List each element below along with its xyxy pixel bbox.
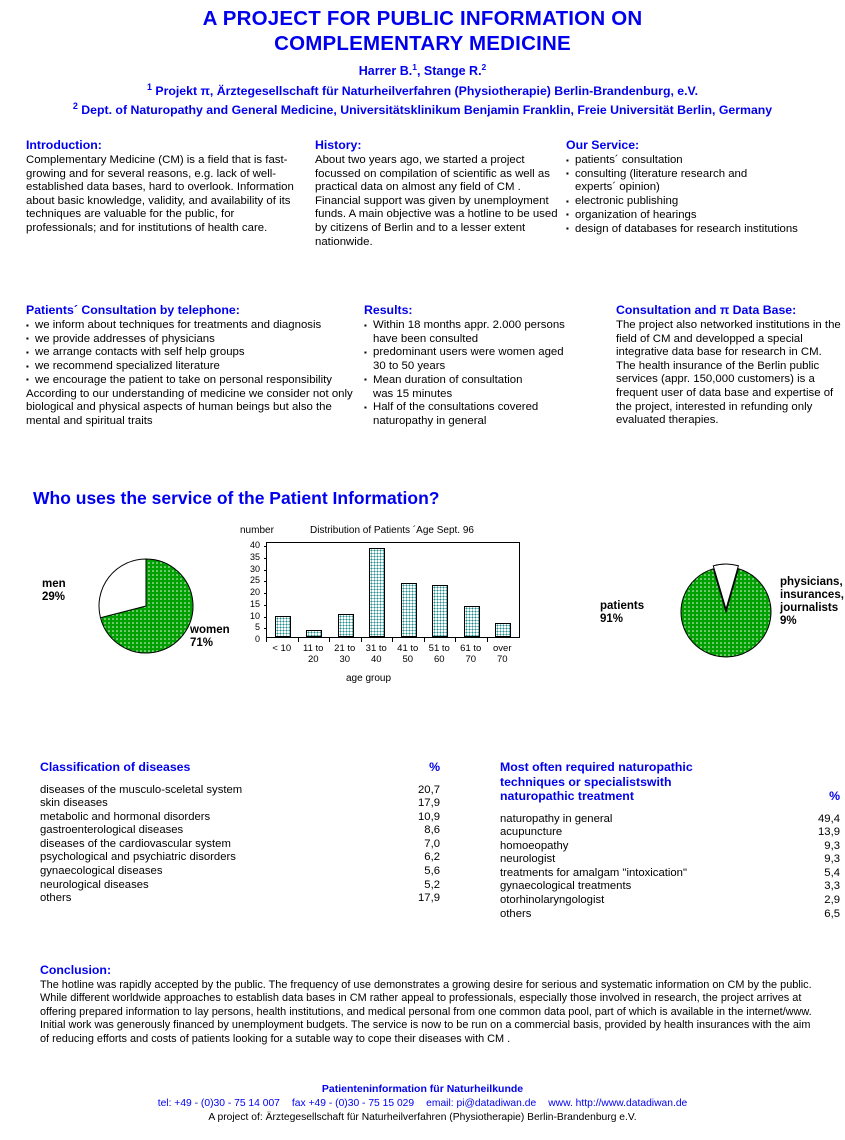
affiliation-2 bbox=[0, 101, 845, 117]
poster-header bbox=[0, 6, 845, 117]
footer-contact-line bbox=[0, 1098, 845, 1109]
results-list-item: have been consulted bbox=[373, 332, 479, 345]
table-row-value: 8,6 bbox=[424, 824, 440, 837]
techniques-table-header bbox=[500, 760, 840, 804]
charts-section-heading: Who uses the service of the Patient Information? bbox=[33, 488, 440, 508]
table-row-value: 20,7 bbox=[418, 783, 440, 796]
poster-footer bbox=[0, 1083, 845, 1123]
table-row-label: others bbox=[40, 892, 72, 905]
table-row bbox=[40, 838, 440, 852]
section-consultation-data-base bbox=[616, 303, 842, 428]
page-title bbox=[0, 6, 845, 56]
footer-fax: fax +49 - (0)30 - 75 15 029 bbox=[291, 1098, 415, 1109]
bar-chart-x-tick-label: 31 to 40 bbox=[365, 643, 387, 665]
table-row bbox=[40, 892, 440, 906]
table-row-label: psychological and psychiatric disorders bbox=[40, 851, 236, 864]
results-heading: Results: bbox=[364, 303, 413, 317]
bar-chart-x-tick-label: over 70 bbox=[493, 643, 512, 665]
history-heading: History: bbox=[315, 138, 362, 152]
section-results bbox=[364, 303, 604, 429]
pie-label-women-name: women bbox=[190, 624, 230, 636]
section-history bbox=[315, 138, 560, 249]
table-row-value: 5,2 bbox=[424, 878, 440, 891]
title-line-2: COMPLEMENTARY MEDICINE bbox=[274, 32, 571, 55]
diseases-table-header bbox=[40, 760, 440, 775]
table-row bbox=[500, 908, 840, 922]
service-list-item: ▪ consulting (literature research and bbox=[566, 168, 841, 182]
affiliation-1-text: Projekt π, Ärztegesellschaft für Naturheilverfahren (Physiotherapie) Berlin-Brandenburg, e.V. bbox=[151, 84, 699, 99]
bar-chart-x-tick-mark bbox=[455, 638, 456, 642]
table-row bbox=[500, 894, 840, 908]
techniques-heading-line-2: techniques or specialistswith bbox=[500, 774, 672, 789]
bar-chart-bar bbox=[495, 623, 511, 637]
conclusion-heading: Conclusion: bbox=[40, 963, 112, 977]
techniques-table-body bbox=[500, 813, 840, 922]
techniques-table-percent-header: % bbox=[829, 789, 840, 803]
results-list-item: naturopathy in general bbox=[373, 414, 487, 427]
table-row-value: 9,3 bbox=[824, 853, 840, 866]
table-row bbox=[40, 879, 440, 893]
consultation-list-item: ▪ we provide addresses of physicians bbox=[26, 333, 361, 347]
diseases-table-heading: Classification of diseases bbox=[40, 760, 191, 774]
table-row-label: acupuncture bbox=[500, 826, 563, 839]
table-row bbox=[500, 813, 840, 827]
bar-chart-x-tick-label: 21 to 30 bbox=[334, 643, 356, 665]
bar-chart-y-ticks bbox=[238, 537, 264, 643]
bar-chart-y-tick: 25 bbox=[249, 575, 260, 586]
table-row bbox=[500, 880, 840, 894]
author-2-superscript: 2 bbox=[481, 62, 487, 72]
table-row bbox=[40, 811, 440, 825]
table-row bbox=[40, 824, 440, 838]
bar-chart-bar bbox=[369, 548, 385, 637]
patients-consultation-footer-text: According to our understanding of medicine we consider not only biological and physical aspects of human beings but also the mental and spiritual traits bbox=[26, 387, 353, 427]
bar-chart-y-tick: 0 bbox=[254, 634, 260, 644]
footer-tel: tel: +49 - (0)30 - 75 14 007 bbox=[157, 1098, 280, 1109]
bar-chart-plot-area bbox=[266, 542, 520, 638]
gender-pie-chart bbox=[40, 558, 240, 668]
bar-chart-bar bbox=[401, 583, 417, 637]
affiliation-2-text: Dept. of Naturopathy and General Medicine, Universitätsklinikum Benjamin Franklin, Freie Universität Berlin, Germany bbox=[77, 103, 773, 118]
bar-chart-x-tick-mark bbox=[329, 638, 330, 642]
bar-chart-x-tick-mark bbox=[361, 638, 362, 642]
author-1-superscript: 1 bbox=[412, 62, 417, 72]
data-base-heading: Consultation and π Data Base: bbox=[616, 303, 797, 317]
bar-chart-x-tick-label: 51 to 60 bbox=[428, 643, 450, 665]
section-patients-consultation bbox=[26, 303, 361, 428]
table-row bbox=[500, 826, 840, 840]
table-naturopathic-techniques bbox=[500, 760, 840, 921]
footer-project-line: A project of: Ärztegesellschaft für Naturheilverfahren (Physiotherapie) Berlin-Brandenburg e.V. bbox=[208, 1112, 637, 1123]
bar-chart-y-tick: 15 bbox=[249, 598, 260, 609]
table-row-label: gastroenterological diseases bbox=[40, 824, 184, 837]
pie-label-patients-value: 91% bbox=[600, 613, 624, 625]
table-row-label: neurologist bbox=[500, 853, 556, 866]
our-service-list bbox=[566, 154, 841, 236]
table-row-value: 10,9 bbox=[418, 810, 440, 823]
bar-chart-x-tick-mark bbox=[392, 638, 393, 642]
techniques-heading-line-3: naturopathic treatment bbox=[500, 789, 634, 803]
results-list-item: ▪ Half of the consultations covered bbox=[364, 401, 604, 415]
gender-pie-graphic bbox=[40, 558, 240, 668]
table-row bbox=[500, 853, 840, 867]
affiliation-1 bbox=[0, 82, 845, 98]
history-text: About two years ago, we started a project focussed on compilation of scientific as well as practical data on almost any field of CM . Financial support was given by unemployment funds. A main objective was a hotline to be used by citizens of Berlin and to a lesser extent nationwide. bbox=[315, 154, 558, 248]
author-2: , Stange R. bbox=[416, 64, 482, 79]
table-row-value: 7,0 bbox=[424, 837, 440, 850]
our-service-heading: Our Service: bbox=[566, 138, 640, 152]
table-row-label: otorhinolaryngologist bbox=[500, 894, 605, 907]
bar-chart-bar bbox=[464, 606, 480, 637]
table-classification-of-diseases bbox=[40, 760, 440, 906]
table-row-value: 5,4 bbox=[824, 866, 840, 879]
pie-label-men-name: men bbox=[42, 578, 66, 590]
consultation-list-item: ▪ we recommend specialized literature bbox=[26, 360, 361, 374]
caller-type-pie-graphic bbox=[600, 558, 845, 673]
table-row-value: 13,9 bbox=[818, 826, 840, 839]
table-row-value: 5,6 bbox=[424, 865, 440, 878]
table-row-label: neurological diseases bbox=[40, 878, 149, 891]
table-row bbox=[40, 865, 440, 879]
bar-chart-y-tick: 40 bbox=[249, 540, 260, 550]
bar-chart-title: Distribution of Patients ´Age Sept. 96 bbox=[310, 525, 474, 536]
table-row-label: homoeopathy bbox=[500, 839, 569, 852]
table-row-label: gynaecological treatments bbox=[500, 880, 632, 893]
diseases-table-percent-header: % bbox=[429, 760, 440, 774]
bar-chart-bar bbox=[338, 614, 354, 638]
table-row-value: 49,4 bbox=[818, 812, 840, 825]
table-row-label: skin diseases bbox=[40, 797, 108, 810]
affiliation-1-superscript: 1 bbox=[146, 82, 152, 93]
section-conclusion bbox=[40, 963, 815, 1046]
table-row-label: naturopathy in general bbox=[500, 812, 613, 825]
patients-consultation-heading: Patients´ Consultation by telephone: bbox=[26, 303, 240, 317]
pie-label-women-value: 71% bbox=[190, 637, 214, 649]
bar-chart-bar bbox=[275, 616, 291, 637]
service-list-item: ▪ organization of hearings bbox=[566, 209, 841, 223]
consultation-list-item: ▪ we arrange contacts with self help groups bbox=[26, 346, 361, 360]
introduction-heading: Introduction: bbox=[26, 138, 102, 152]
table-row-value: 6,2 bbox=[424, 851, 440, 864]
results-list-item: 30 to 50 years bbox=[373, 360, 446, 373]
bar-chart-x-tick-label: 11 to 20 bbox=[303, 643, 324, 665]
table-row bbox=[40, 797, 440, 811]
table-row-value: 6,5 bbox=[824, 907, 840, 920]
consultation-list-item: ▪ we inform about techniques for treatments and diagnosis bbox=[26, 319, 361, 333]
table-row-label: diseases of the cardiovascular system bbox=[40, 837, 231, 850]
results-list-item: ▪ predominant users were women aged bbox=[364, 346, 604, 360]
bar-chart-bar bbox=[306, 630, 322, 637]
pie-label-professionals-line-3: journalists bbox=[780, 602, 839, 614]
introduction-text: Complementary Medicine (CM) is a field that is fast-growing and for several reasons, e.g. lack of well-established data bases, hard to overlook. Information about basic knowledge, validity, and availability of its techniques are valuable for the public, for professionals; and for institutions of health care. bbox=[26, 154, 294, 234]
pie-label-professionals-line-1: physicians, bbox=[780, 576, 843, 588]
pie-label-professionals-line-2: insurances, bbox=[780, 589, 844, 601]
table-row bbox=[40, 784, 440, 798]
results-list-item: ▪ Mean duration of consultation bbox=[364, 374, 604, 388]
service-list-item: ▪ design of databases for research institutions bbox=[566, 223, 841, 237]
consultation-list-item: ▪ we encourage the patient to take on personal responsibility bbox=[26, 374, 361, 388]
table-row-label: gynaecological diseases bbox=[40, 865, 163, 878]
age-distribution-bar-chart bbox=[238, 525, 528, 690]
data-base-text: The project also networked institutions in the field of CM and developped a special integrative data base for research in CM. The health insurance of the Berlin public services (appr. 150,000 customers) is a frequent user of data base and expertise of the project, interested in refunding only evaluated therapies. bbox=[616, 319, 841, 427]
bar-chart-y-tick: 20 bbox=[249, 587, 260, 597]
bar-chart-y-axis-label: number bbox=[240, 525, 274, 536]
table-row-label: others bbox=[500, 907, 532, 920]
results-list bbox=[364, 319, 604, 429]
techniques-heading-line-1: Most often required naturopathic bbox=[500, 760, 693, 774]
table-row-value: 17,9 bbox=[418, 797, 440, 810]
table-row-value: 17,9 bbox=[418, 892, 440, 905]
conclusion-text: The hotline was rapidly accepted by the public. The frequency of use demonstrates a growing desire for serious and systematic information on CM by the public. While different worldwide approaches to establish data bases in CM rather appeal to professionals, especially those involved in research, the project arrives at offering prepared information to lay persons, health institutions, and medical personal from one common data pool, part of which is available in the internet/www. Initial work was generously financed by unemployment budgets. The service is now to be run on a commercial basis, provided by health insurances with the aim of reducing efforts and costs of patients looking for a sutable way to cope their diseases with CM . bbox=[40, 979, 812, 1045]
authors-line bbox=[0, 62, 845, 78]
service-list-item: ▪ patients´ consultation bbox=[566, 154, 841, 168]
table-row-value: 3,3 bbox=[824, 880, 840, 893]
pie-label-professionals-value: 9% bbox=[780, 615, 797, 627]
bar-chart-x-tick-mark bbox=[424, 638, 425, 642]
pie-label-patients-name: patients bbox=[600, 600, 645, 612]
table-row-label: treatments for amalgam "intoxication" bbox=[500, 866, 687, 879]
table-row-label: diseases of the musculo-sceletal system bbox=[40, 783, 243, 796]
bar-chart-x-tick-label: < 10 bbox=[272, 643, 292, 654]
bar-chart-x-axis-label: age group bbox=[346, 673, 392, 684]
footer-org-name: Patienteninformation für Naturheilkunde bbox=[321, 1083, 524, 1095]
table-row bbox=[500, 840, 840, 854]
bar-chart-bar bbox=[432, 585, 448, 637]
title-line-1: A PROJECT FOR PUBLIC INFORMATION ON bbox=[202, 7, 643, 30]
table-row-value: 9,3 bbox=[824, 839, 840, 852]
bar-chart-y-tick: 10 bbox=[249, 610, 260, 621]
table-row bbox=[500, 867, 840, 881]
bar-chart-x-tick-mark bbox=[266, 638, 267, 642]
bar-chart-x-tick-label: 41 to 50 bbox=[397, 643, 419, 665]
patients-consultation-list bbox=[26, 319, 361, 388]
caller-type-pie-chart bbox=[600, 558, 845, 673]
table-row-label: metabolic and hormonal disorders bbox=[40, 810, 211, 823]
table-row bbox=[40, 851, 440, 865]
affiliation-2-superscript: 2 bbox=[72, 101, 78, 112]
bar-chart-x-tick-mark bbox=[487, 638, 488, 642]
results-list-item: ▪ Within 18 months appr. 2.000 persons bbox=[364, 319, 604, 333]
section-our-service bbox=[566, 138, 841, 236]
pie-label-men-value: 29% bbox=[42, 591, 66, 603]
bar-chart-x-tick-label: 61 to 70 bbox=[460, 643, 482, 665]
bar-chart-y-tick: 30 bbox=[249, 563, 260, 574]
section-introduction bbox=[26, 138, 306, 236]
table-row-value: 2,9 bbox=[824, 894, 840, 907]
bar-chart-y-tick: 5 bbox=[254, 622, 260, 633]
service-list-item: ▪ electronic publishing bbox=[566, 195, 841, 209]
techniques-table-heading bbox=[500, 760, 800, 804]
results-list-item: was 15 minutes bbox=[373, 387, 453, 400]
diseases-table-body bbox=[40, 784, 440, 906]
footer-email[interactable]: email: pi@datadiwan.de bbox=[426, 1098, 537, 1109]
footer-website-link[interactable]: www. http://www.datadiwan.de bbox=[548, 1098, 688, 1109]
bar-chart-y-tick: 35 bbox=[249, 551, 260, 562]
author-1: Harrer B. bbox=[358, 64, 413, 79]
bar-chart-x-tick-mark bbox=[298, 638, 299, 642]
service-list-item: experts´ opinion) bbox=[575, 181, 660, 194]
